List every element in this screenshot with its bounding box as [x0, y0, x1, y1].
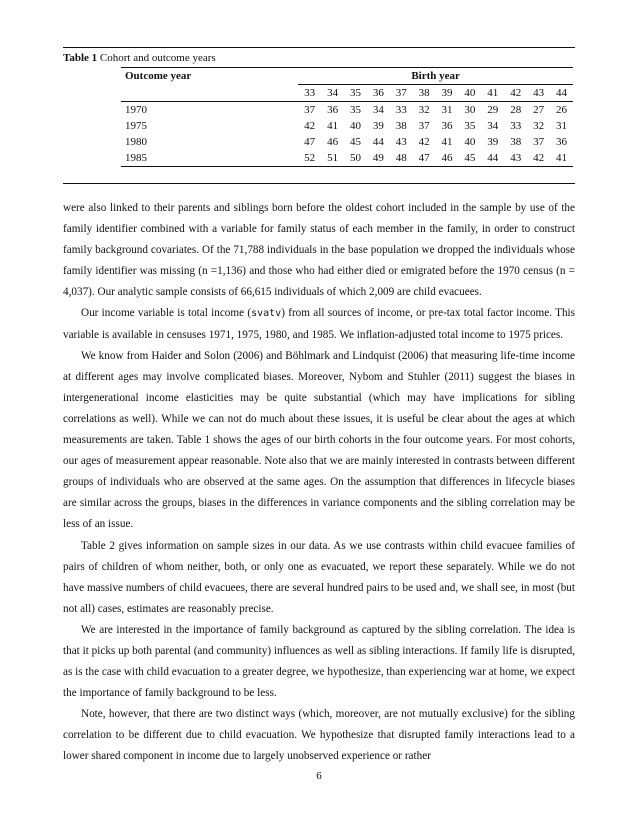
birth-years-row [121, 85, 573, 102]
table-caption-label: Table 1 [63, 52, 98, 64]
age-cell: 42 [304, 120, 316, 132]
age-cell: 32 [533, 120, 545, 132]
age-cell: 35 [349, 104, 361, 116]
outcome-year-cell: 1970 [125, 104, 147, 116]
age-cell: 40 [349, 120, 361, 132]
age-cell: 49 [367, 150, 390, 167]
age-cell: 31 [441, 104, 453, 116]
table-caption-text: Cohort and outcome years [99, 52, 216, 64]
age-cell: 52 [298, 150, 321, 167]
birth-year-cell: 41 [481, 85, 504, 102]
paragraph: Note, however, that there are two distinct ways (which, moreover, are not mutually exclusive) for the sibling correlation to be different due to child evacuation. We hypothesize that disrupted family interactions lead to a lower shared component in income due to largely unobserved experience or rather [63, 708, 575, 763]
age-cell: 31 [556, 120, 568, 132]
age-cell: 39 [487, 136, 499, 148]
birth-year-cell: 39 [436, 85, 459, 102]
age-cell: 45 [349, 136, 361, 148]
age-cell: 42 [527, 150, 550, 167]
age-cell: 41 [441, 136, 453, 148]
birth-year-cell: 42 [504, 85, 527, 102]
age-cell: 42 [418, 136, 430, 148]
age-cell: 36 [327, 104, 339, 116]
age-cell: 40 [464, 136, 476, 148]
age-cell: 44 [372, 136, 384, 148]
table-caption [63, 48, 575, 67]
paragraph: were also linked to their parents and siblings born before the oldest cohort included in the sample by use of the family identifier combined with a variable for family status of each member in the family, in order to construct family background covariates. Of the 71,788 individuals in the base population we dropped the individuals whose family identifier was missing (n =1,136) and those who had either died or emigrated before the 1970 census (n = 4,037). Our analytic sample consists of 66,615 individuals of which 2,009 are child evacuees. [63, 202, 575, 299]
birth-year-cell: 35 [344, 85, 367, 102]
age-cell: 36 [441, 120, 453, 132]
birth-year-cell: 34 [321, 85, 344, 102]
age-cell: 41 [327, 120, 339, 132]
age-cell: 35 [464, 120, 476, 132]
age-cell: 37 [418, 120, 430, 132]
header-outcome-year: Outcome year [121, 68, 298, 85]
birth-year-cell: 40 [458, 85, 481, 102]
birth-year-cell: 36 [367, 85, 390, 102]
paragraph: Table 2 gives information on sample sizes in our data. As we use contrasts within child evacuee families of pairs of children of whom neither, both, or only one as evacuated, we report these separately. While we do not have massive numbers of child evacuees, there are several hundred pairs to be used and, we shall see, in most (but not all) cases, estimates are reasonably precise. [63, 539, 575, 615]
table-row [121, 102, 573, 119]
variable-name: svatv [251, 308, 282, 320]
paragraph: Our income variable is total income (svatv) from all sources of income, or pre-tax total factor income. This variable is available in censuses 1971, 1975, 1980, and 1985. We inflation-adjusted total income to 1975 prices. [63, 307, 575, 341]
age-cell: 36 [556, 136, 568, 148]
age-cell: 29 [487, 104, 499, 116]
age-cell: 33 [395, 104, 407, 116]
age-cell: 27 [533, 104, 545, 116]
age-cell: 32 [418, 104, 430, 116]
age-cell: 43 [504, 150, 527, 167]
table-header-row [121, 68, 573, 85]
birth-year-cell: 44 [550, 85, 573, 102]
age-cell: 34 [372, 104, 384, 116]
birth-year-cell: 43 [527, 85, 550, 102]
age-cell: 38 [395, 120, 407, 132]
outcome-year-cell: 1975 [125, 120, 147, 132]
outcome-year-cell: 1985 [121, 150, 298, 167]
age-cell: 50 [344, 150, 367, 167]
age-cell: 34 [487, 120, 499, 132]
age-cell: 47 [304, 136, 316, 148]
paragraph: We are interested in the importance of family background as captured by the sibling correlation. The idea is that it picks up both parental (and community) influences as well as sibling interactions. If family life is disrupted, as is the case with child evacuation to a greater degree, we hypothesize, than experiencing war at home, we expect the importance of family background to be less. [63, 623, 575, 700]
table-row [121, 118, 573, 134]
age-cell: 37 [533, 136, 545, 148]
age-cell: 33 [510, 120, 522, 132]
table-row [121, 134, 573, 150]
page-number: 6 [316, 770, 322, 782]
age-cell: 30 [464, 104, 476, 116]
table-row [121, 150, 573, 167]
age-cell: 48 [390, 150, 413, 167]
cohort-table [121, 67, 573, 167]
age-cell: 38 [510, 136, 522, 148]
table-bottom-rule [63, 183, 575, 184]
age-cell: 41 [550, 150, 573, 167]
age-cell: 47 [413, 150, 436, 167]
age-cell: 39 [372, 120, 384, 132]
paragraph: We know from Haider and Solon (2006) and Böhlmark and Lindquist (2006) that measuring life-time income at different ages may involve complicated biases. Moreover, Nybom and Stuhler (2011) suggest the biases in intergenerational income elasticities may be quite substantial (which may have implications for sibling correlations as well). While we can not do much about these issues, it is useful be clear about the ages at which measurements are taken. Table 1 shows the ages of our birth cohorts in the four outcome years. For most cohorts, our ages of measurement appear reasonable. Note also that we are mainly interested in contrasts between different groups of individuals who are observed at the same ages. On the assumption that differences in lifecycle biases are similar across the groups, biases in the differences in variance components and the sibling correlation may be less of an issue. [63, 349, 575, 531]
birth-year-cell: 38 [413, 85, 436, 102]
age-cell: 45 [458, 150, 481, 167]
body-text [63, 198, 575, 768]
birth-year-cell: 37 [390, 85, 413, 102]
age-cell: 51 [321, 150, 344, 167]
table-1 [63, 47, 575, 184]
birth-year-cell: 33 [298, 85, 321, 102]
age-cell: 37 [304, 104, 316, 116]
age-cell: 46 [327, 136, 339, 148]
header-birth-year: Birth year [298, 68, 573, 85]
age-cell: 46 [436, 150, 459, 167]
age-cell: 28 [510, 104, 522, 116]
age-cell: 44 [481, 150, 504, 167]
age-cell: 43 [395, 136, 407, 148]
age-cell: 26 [556, 104, 568, 116]
outcome-year-cell: 1980 [125, 136, 147, 148]
